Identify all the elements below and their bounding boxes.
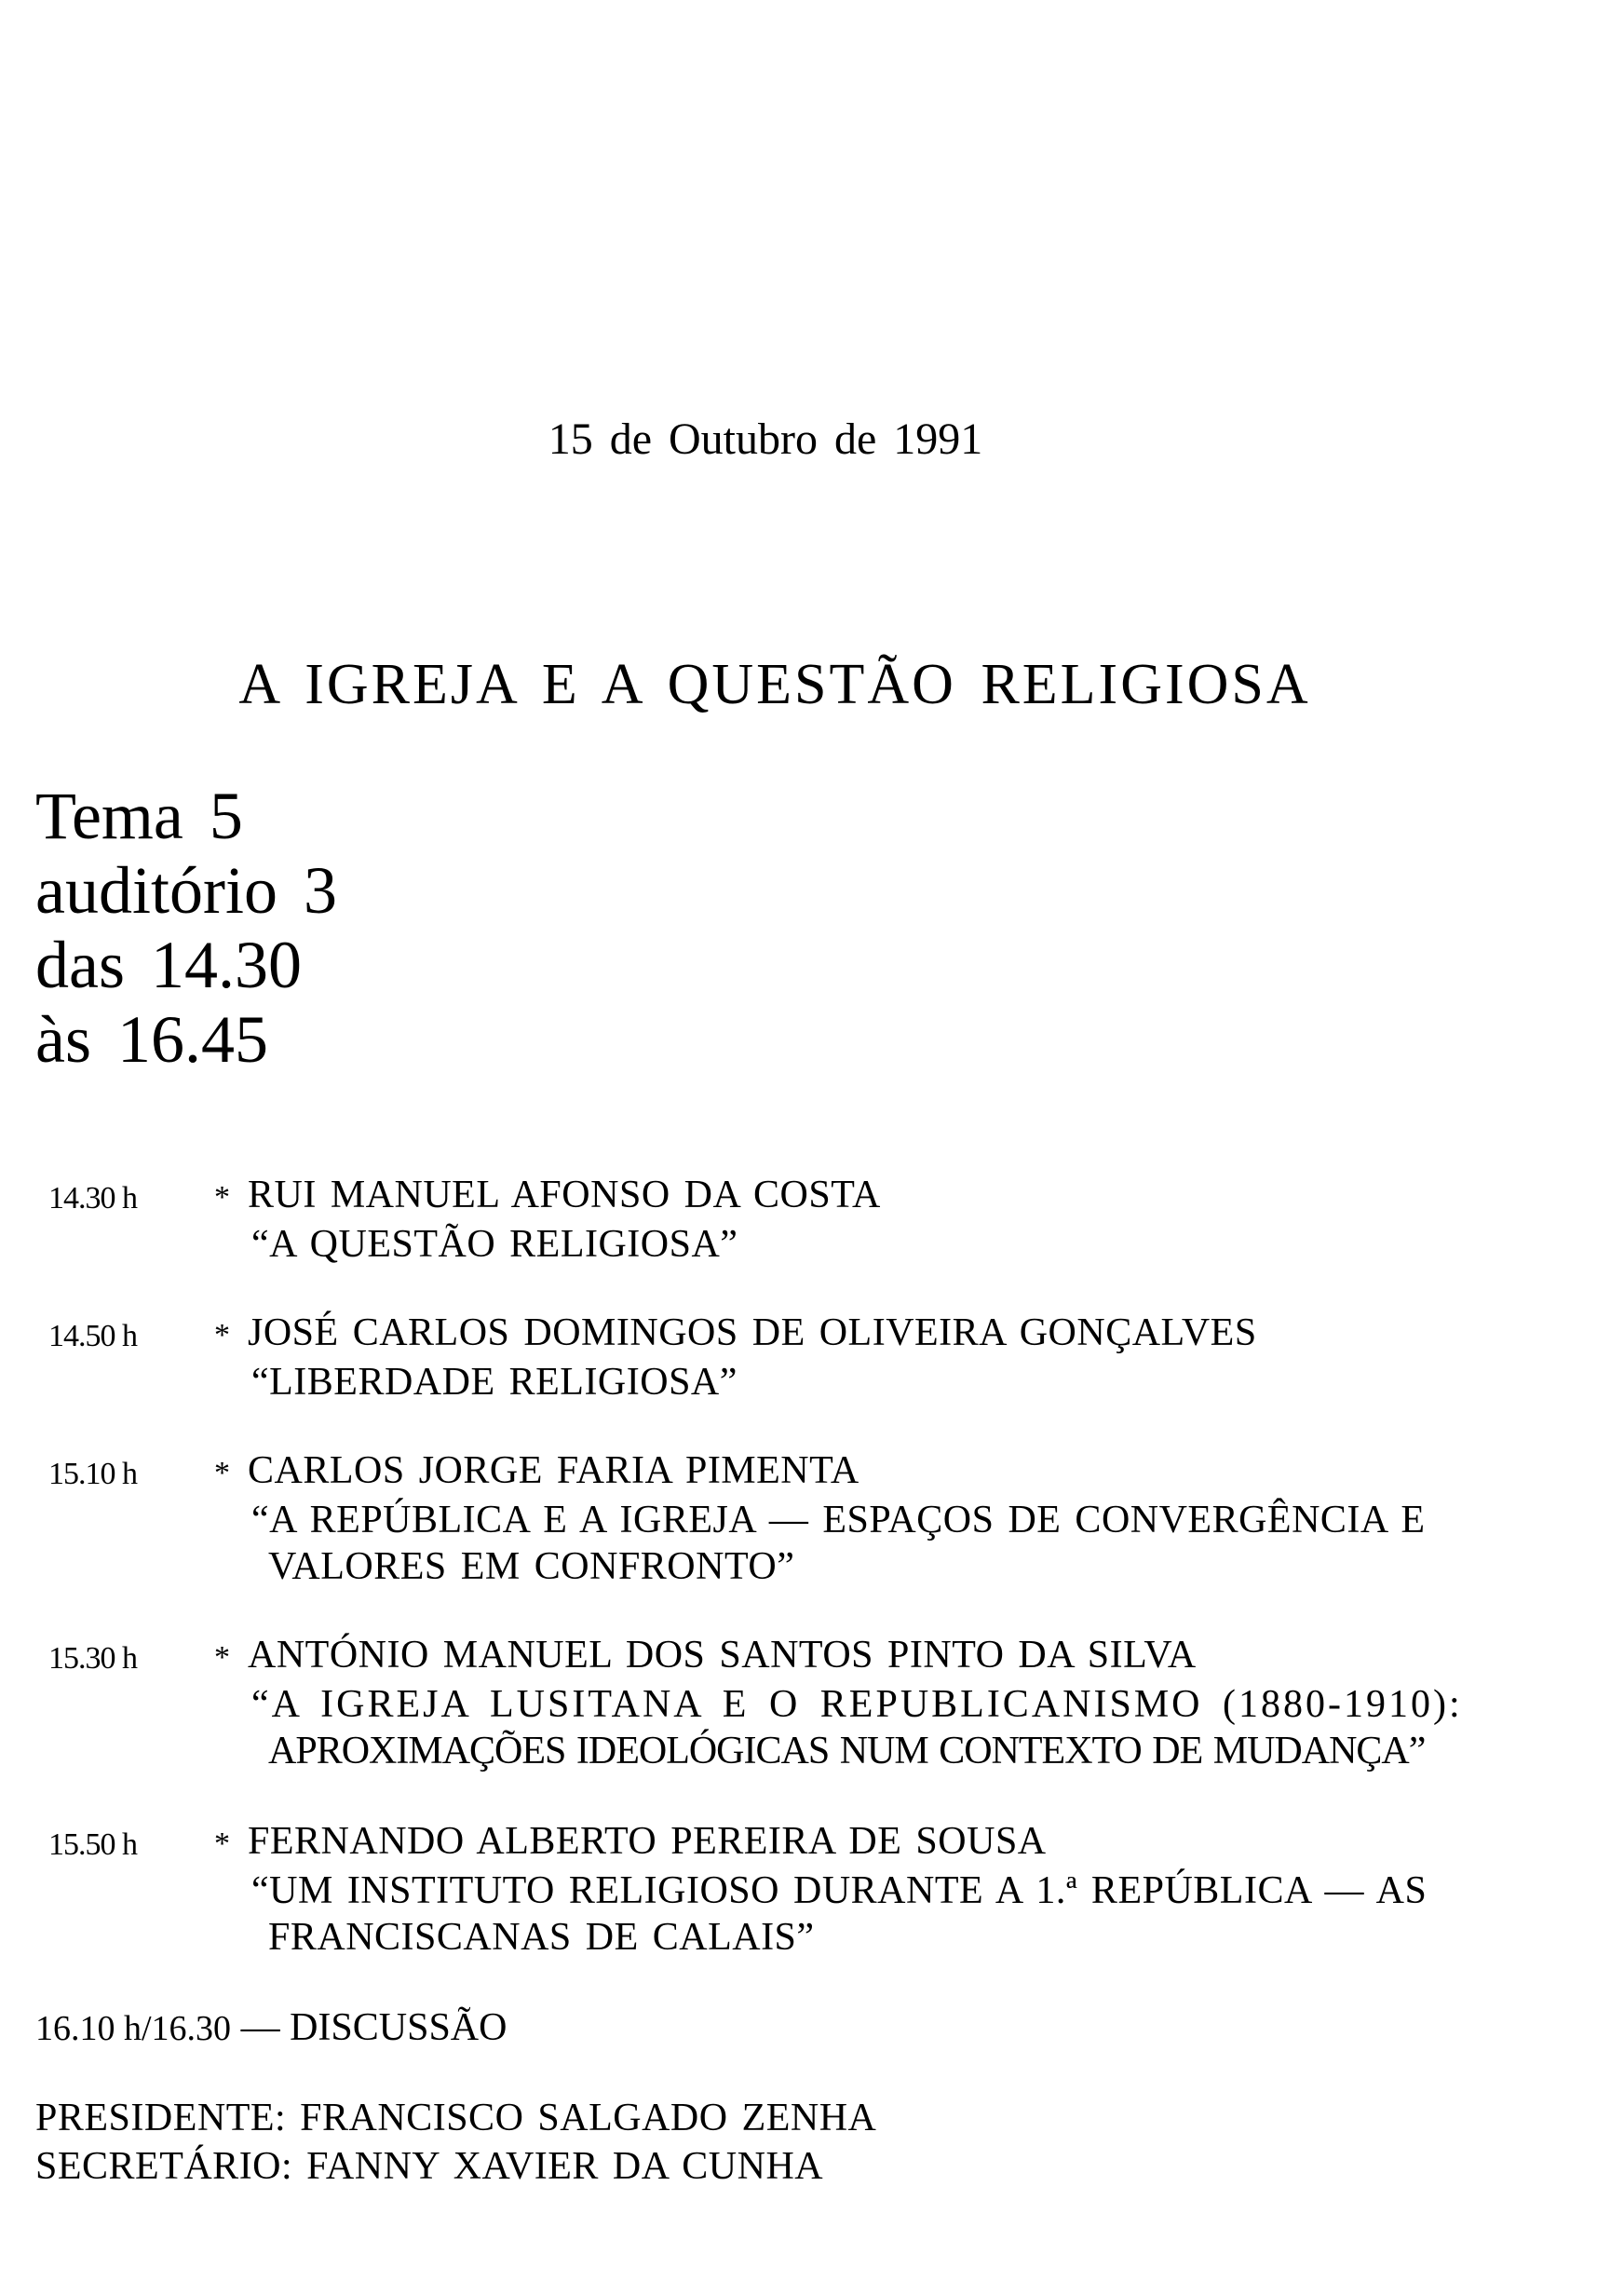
talk-speaker: [214, 1632, 1574, 1681]
talk-speaker: [214, 1818, 1574, 1867]
bullet-icon: *: [214, 1456, 231, 1490]
session-theme: Tema 5: [35, 779, 243, 853]
session-room: auditório 3: [35, 853, 337, 928]
talk-title: “LIBERDADE RELIGIOSA”: [251, 1361, 738, 1404]
talk-speaker: [214, 1447, 1574, 1497]
talk-title: “UM INSTITUTO RELIGIOSO DURANTE A 1.ª REPÚBLICA — AS: [251, 1869, 1428, 1912]
session-start: das 14.30: [35, 928, 302, 1002]
talk-time: 15.50 h: [48, 1827, 137, 1862]
event-date: 15 de Outubro de 1991: [548, 414, 983, 464]
discussion-line: [35, 2003, 507, 2054]
discussion-time: 16.10 h/16.30: [35, 2009, 232, 2048]
discussion-label: DISCUSSÃO: [290, 2006, 508, 2049]
talk-body: [214, 1447, 1574, 1590]
session-info: [35, 779, 337, 1077]
talk-time: 15.10 h: [48, 1457, 137, 1491]
session-end: às 16.45: [35, 1002, 268, 1077]
speaker-name: ANTÓNIO MANUEL DOS SANTOS PINTO DA SILVA: [248, 1634, 1197, 1677]
talk-body: [214, 1632, 1574, 1774]
talk-time: 14.50 h: [48, 1319, 137, 1353]
talk-time: 14.30 h: [48, 1181, 137, 1215]
session-title: A IGREJA E A QUESTÃO RELIGIOSA: [238, 653, 1311, 716]
secretary-line: SECRETÁRIO: FANNY XAVIER DA CUNHA: [35, 2145, 824, 2188]
discussion-separator: —: [240, 2006, 280, 2049]
president-line: PRESIDENTE: FRANCISCO SALGADO ZENHA: [35, 2097, 877, 2139]
talk-speaker: [214, 1310, 1574, 1359]
bullet-icon: *: [214, 1318, 231, 1352]
talk-body: [214, 1818, 1574, 1961]
bullet-icon: *: [214, 1826, 231, 1861]
speaker-name: JOSÉ CARLOS DOMINGOS DE OLIVEIRA GONÇALVES: [248, 1311, 1257, 1354]
talk-body: [214, 1310, 1574, 1406]
talk-title-continued: VALORES EM CONFRONTO”: [268, 1545, 795, 1588]
speaker-name: FERNANDO ALBERTO PEREIRA DE SOUSA: [248, 1820, 1047, 1863]
speaker-name: RUI MANUEL AFONSO DA COSTA: [248, 1174, 881, 1216]
talk-title: “A QUESTÃO RELIGIOSA”: [251, 1223, 738, 1266]
talk-body: [214, 1172, 1574, 1268]
talk-title-continued: APROXIMAÇÕES IDEOLÓGICAS NUM CONTEXTO DE MUDANÇA”: [268, 1730, 1426, 1772]
talk-title: “A IGREJA LUSITANA E O REPUBLICANISMO (1880-1910):: [251, 1683, 1463, 1726]
speaker-name: CARLOS JORGE FARIA PIMENTA: [248, 1449, 859, 1492]
talk-title-continued: FRANCISCANAS DE CALAIS”: [268, 1916, 815, 1959]
session-officers: [35, 2094, 876, 2191]
talk-speaker: [214, 1172, 1574, 1221]
talk-title: “A REPÚBLICA E A IGREJA — ESPAÇOS DE CONVERGÊNCIA E: [251, 1499, 1426, 1541]
bullet-icon: *: [214, 1640, 231, 1675]
bullet-icon: *: [214, 1180, 231, 1215]
talk-time: 15.30 h: [48, 1641, 137, 1676]
